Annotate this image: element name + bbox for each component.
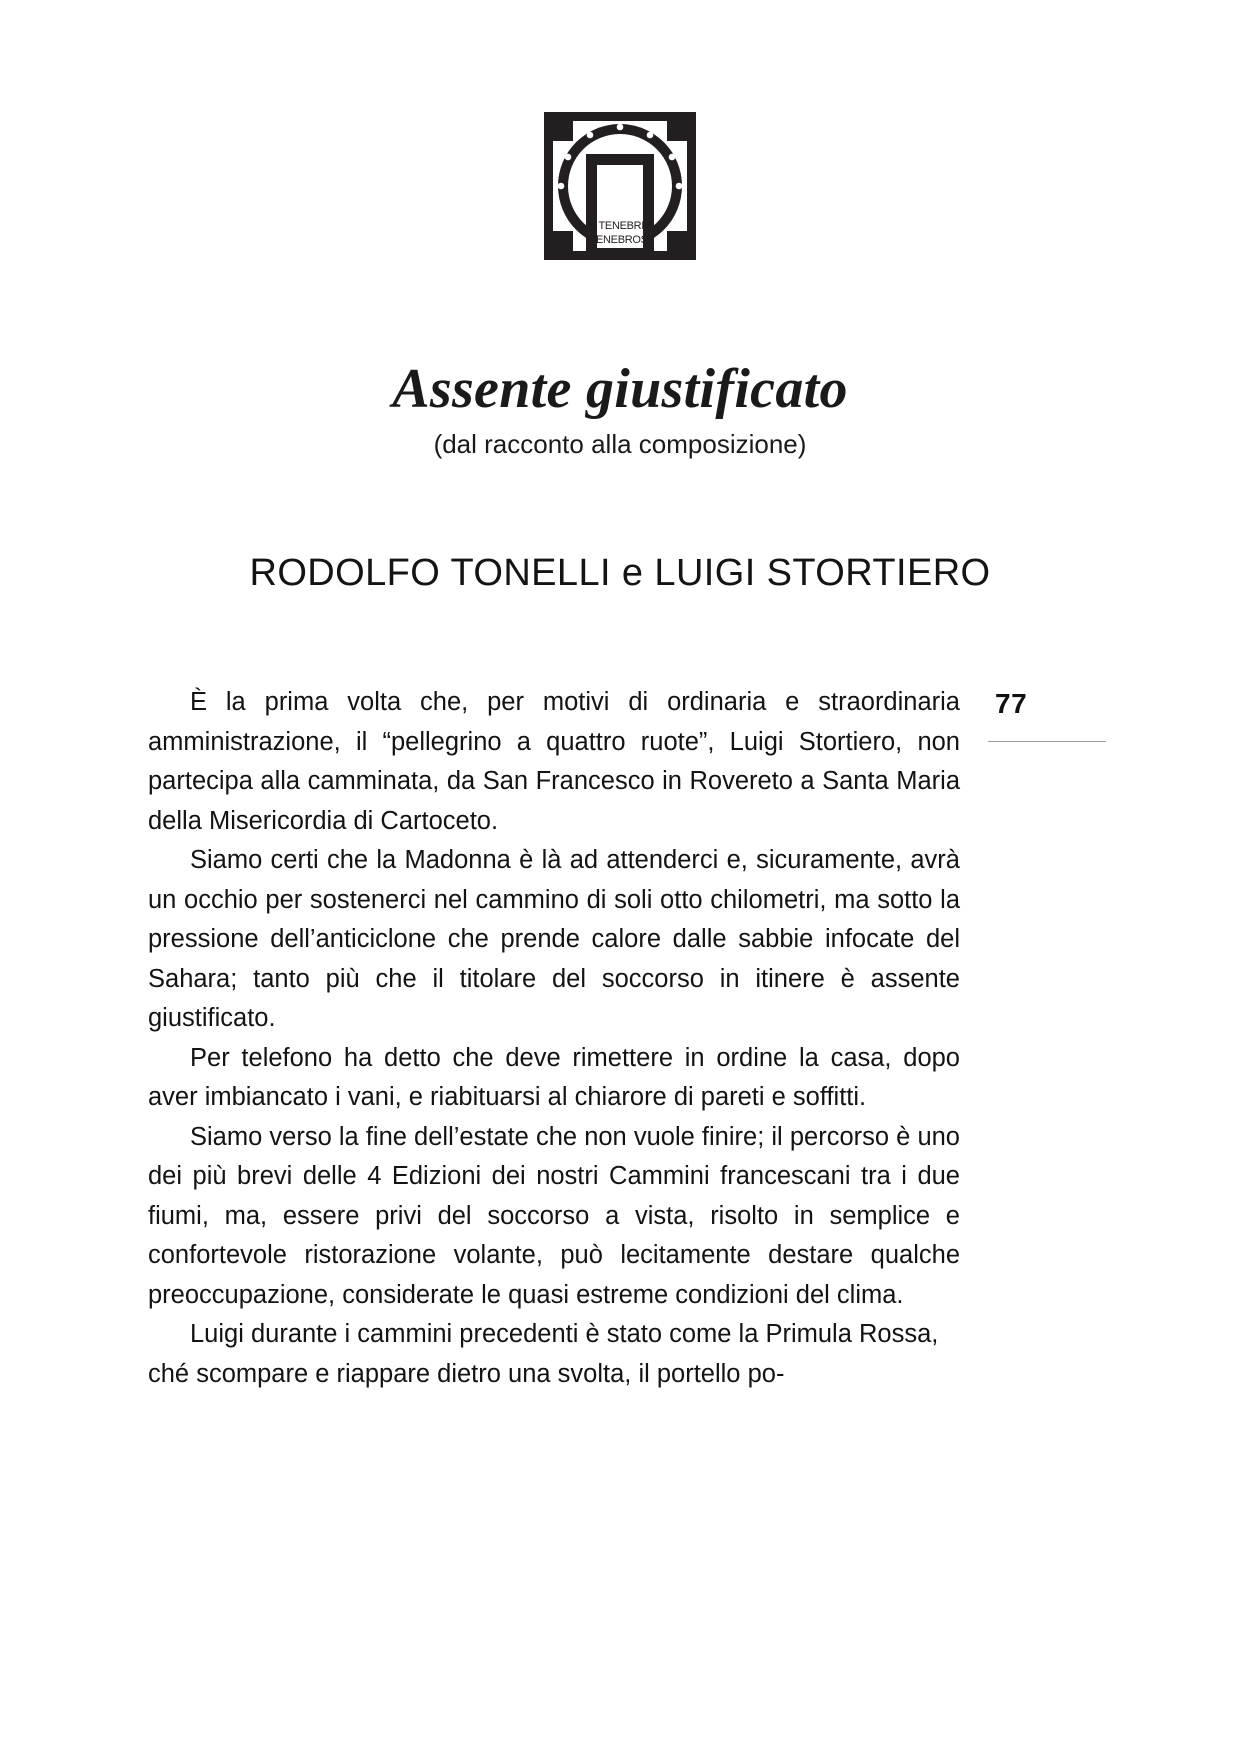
body-text-column — [148, 683, 960, 1394]
paragraph: È la prima volta che, per motivi di ordinaria e straordinaria amministrazione, il “pellegrino a quattro ruote”, Luigi Stortiero, non partecipa alla camminata, da San Francesco in Rovereto a Santa Maria della Misericordia di Cartoceto. — [148, 688, 960, 835]
publisher-logo-container — [0, 112, 1240, 260]
paragraph: Siamo verso la fine dell’estate che non vuole finire; il percorso è uno dei più brevi delle 4 Edizioni dei nostri Cammini francescani tra i due fiumi, ma, essere privi del soccorso a vista, risolto in semplice e confortevole ristorazione volante, può lecitamente destare qualche preoccupazione, considerate le quasi estreme condizioni del clima. — [148, 1122, 960, 1309]
authors-byline: RODOLFO TONELLI e LUIGI STORTIERO — [249, 552, 991, 594]
folio-divider — [988, 741, 1106, 742]
title-block — [0, 360, 1240, 460]
page-title: Assente giustificato — [392, 358, 848, 420]
e-tenebris-tenebrosi-emblem-icon — [544, 112, 696, 260]
paragraph: Siamo certi che la Madonna è là ad attenderci e, sicuramente, avrà un occhio per sostenerci nel cammino di soli otto chilometri, ma sotto la pressione dell’anticiclone che prende calore dalle sabbie infocate del Sahara; tanto più che il titolare del soccorso in itinere è assente giustificato. — [148, 846, 960, 1032]
paragraph: Luigi durante i cammini precedenti è stato come la Primula Rossa, ché scompare e riappare dietro una svolta, il portello po- — [148, 1320, 939, 1388]
logo-motto-line-2: TENEBROSI — [589, 234, 651, 246]
page-number: 77 — [995, 688, 1028, 719]
page-subtitle: (dal racconto alla composizione) — [433, 428, 807, 459]
paragraph: Per telefono ha detto che deve rimettere in ordine la casa, dopo aver imbiancato i vani, e riabituarsi al chiarore di pareti e soffitti. — [148, 1043, 960, 1111]
logo-motto-line-1: E TENEBRIS — [588, 220, 652, 232]
